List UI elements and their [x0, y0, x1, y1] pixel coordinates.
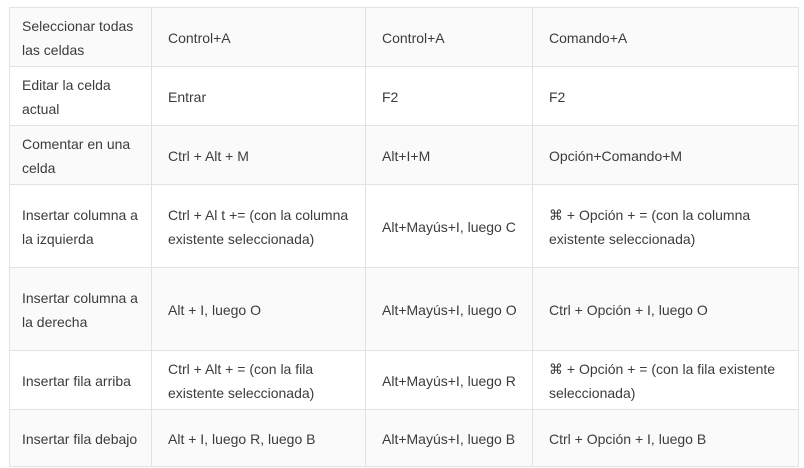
action-cell: Insertar columna a la derecha — [10, 268, 152, 351]
mac-shortcut-cell: Ctrl + Opción + I, luego B — [533, 410, 799, 467]
chromeos-shortcut-cell: Alt+I+M — [366, 126, 533, 185]
windows-shortcut-cell: Ctrl + Alt + = (con la fila existente seleccionada) — [152, 351, 366, 410]
action-cell: Comentar en una celda — [10, 126, 152, 185]
mac-shortcut-cell: Comando+A — [533, 8, 799, 67]
table-row — [10, 351, 799, 410]
chromeos-shortcut-cell: Alt+Mayús+I, luego O — [366, 268, 533, 351]
mac-shortcut-cell: F2 — [533, 67, 799, 126]
chromeos-shortcut-cell: Alt+Mayús+I, luego C — [366, 185, 533, 268]
windows-shortcut-cell: Control+A — [152, 8, 366, 67]
shortcuts-table-body — [10, 8, 799, 467]
action-cell: Editar la celda actual — [10, 67, 152, 126]
mac-shortcut-cell: ⌘ + Opción + = (con la columna existente seleccionada) — [533, 185, 799, 268]
windows-shortcut-cell: Ctrl + Alt + M — [152, 126, 366, 185]
table-row — [10, 67, 799, 126]
table-row — [10, 410, 799, 467]
table-row — [10, 126, 799, 185]
windows-shortcut-cell: Alt + I, luego R, luego B — [152, 410, 366, 467]
windows-shortcut-cell: Ctrl + Al t += (con la columna existente seleccionada) — [152, 185, 366, 268]
action-cell: Insertar fila arriba — [10, 351, 152, 410]
action-cell: Seleccionar todas las celdas — [10, 8, 152, 67]
chromeos-shortcut-cell: Alt+Mayús+I, luego B — [366, 410, 533, 467]
table-row — [10, 268, 799, 351]
windows-shortcut-cell: Alt + I, luego O — [152, 268, 366, 351]
table-row — [10, 185, 799, 268]
chromeos-shortcut-cell: Control+A — [366, 8, 533, 67]
windows-shortcut-cell: Entrar — [152, 67, 366, 126]
mac-shortcut-cell: ⌘ + Opción + = (con la fila existente seleccionada) — [533, 351, 799, 410]
mac-shortcut-cell: Opción+Comando+M — [533, 126, 799, 185]
action-cell: Insertar fila debajo — [10, 410, 152, 467]
chromeos-shortcut-cell: F2 — [366, 67, 533, 126]
action-cell: Insertar columna a la izquierda — [10, 185, 152, 268]
chromeos-shortcut-cell: Alt+Mayús+I, luego R — [366, 351, 533, 410]
shortcuts-table — [9, 7, 799, 467]
table-row — [10, 8, 799, 67]
mac-shortcut-cell: Ctrl + Opción + I, luego O — [533, 268, 799, 351]
